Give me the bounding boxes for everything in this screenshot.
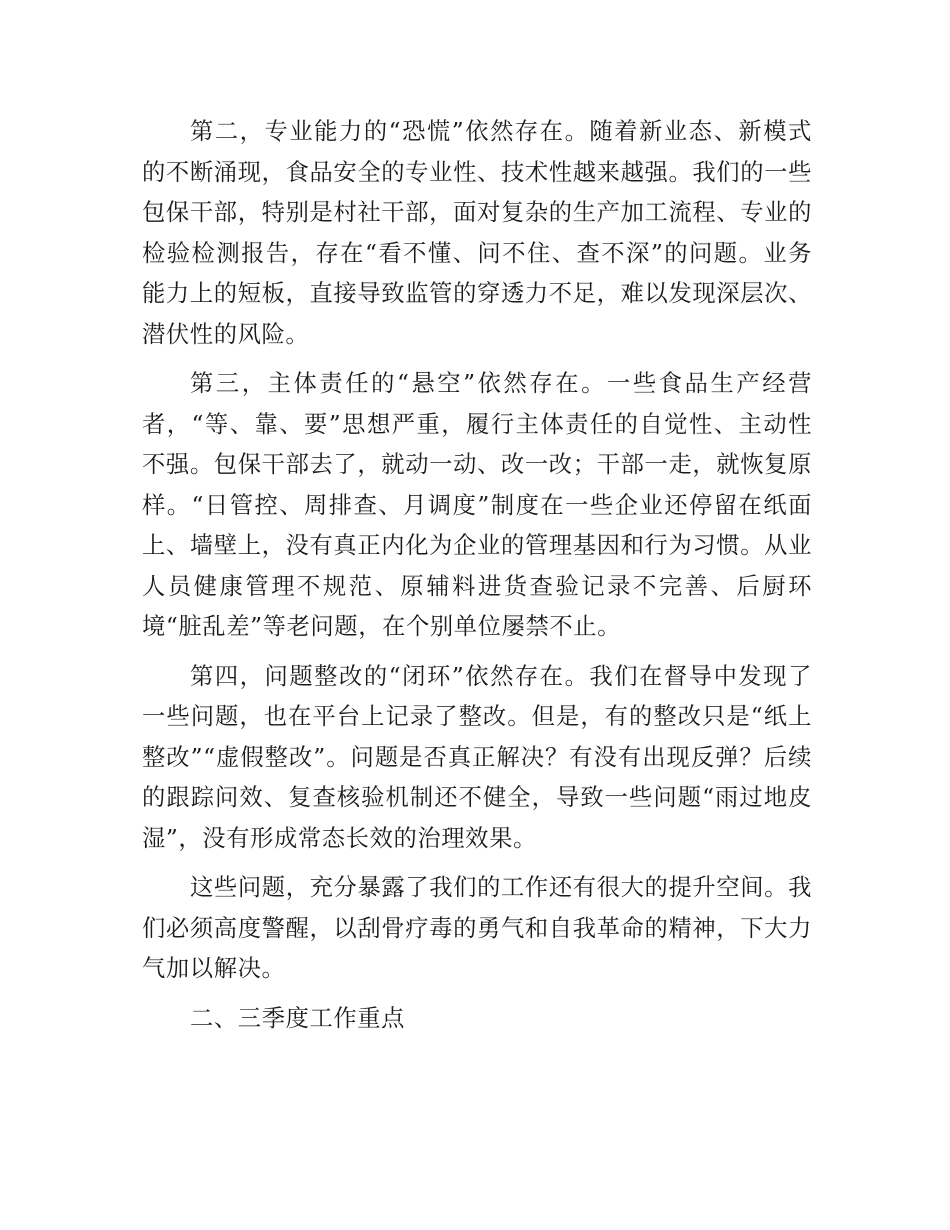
document-page — [142, 112, 812, 1039]
paragraph-rectification-loop: 第四，问题整改的“闭环”依然存在。我们在督导中发现了一些问题，也在平台上记录了整改。但是，有的整改只是“纸上整改”“虚假整改”。问题是否真正解决？有没有出现反弹？后续的跟踪问效、复查核验机制还不健全，导致一些问题“雨过地皮湿”，没有形成常态长效的治理效果。 — [142, 662, 812, 852]
section-heading: 二、三季度工作重点 — [190, 1004, 406, 1032]
paragraph-summary: 这些问题，充分暴露了我们的工作还有很大的提升空间。我们必须高度警醒，以刮骨疗毒的勇气和自我革命的精神，下大力气加以解决。 — [142, 874, 812, 982]
paragraph-professional-capability: 第二，专业能力的“恐慌”依然存在。随着新业态、新模式的不断涌现，食品安全的专业性、技术性越来越强。我们的一些包保干部，特别是村社干部，面对复杂的生产加工流程、专业的检验检测报告，存在“看不懂、问不住、查不深”的问题。业务能力上的短板，直接导致监管的穿透力不足，难以发现深层次、潜伏性的风险。 — [142, 118, 812, 348]
paragraph-main-responsibility: 第三，主体责任的“悬空”依然存在。一些食品生产经营者，“等、靠、要”思想严重，履行主体责任的自觉性、主动性不强。包保干部去了，就动一动、改一改；干部一走，就恢复原样。“日管控、周排查、月调度”制度在一些企业还停留在纸面上、墙壁上，没有真正内化为企业的管理基因和行为习惯。从业人员健康管理不规范、原辅料进货查验记录不完善、后厨环境“脏乱差”等老问题，在个别单位屡禁不止。 — [142, 370, 812, 640]
